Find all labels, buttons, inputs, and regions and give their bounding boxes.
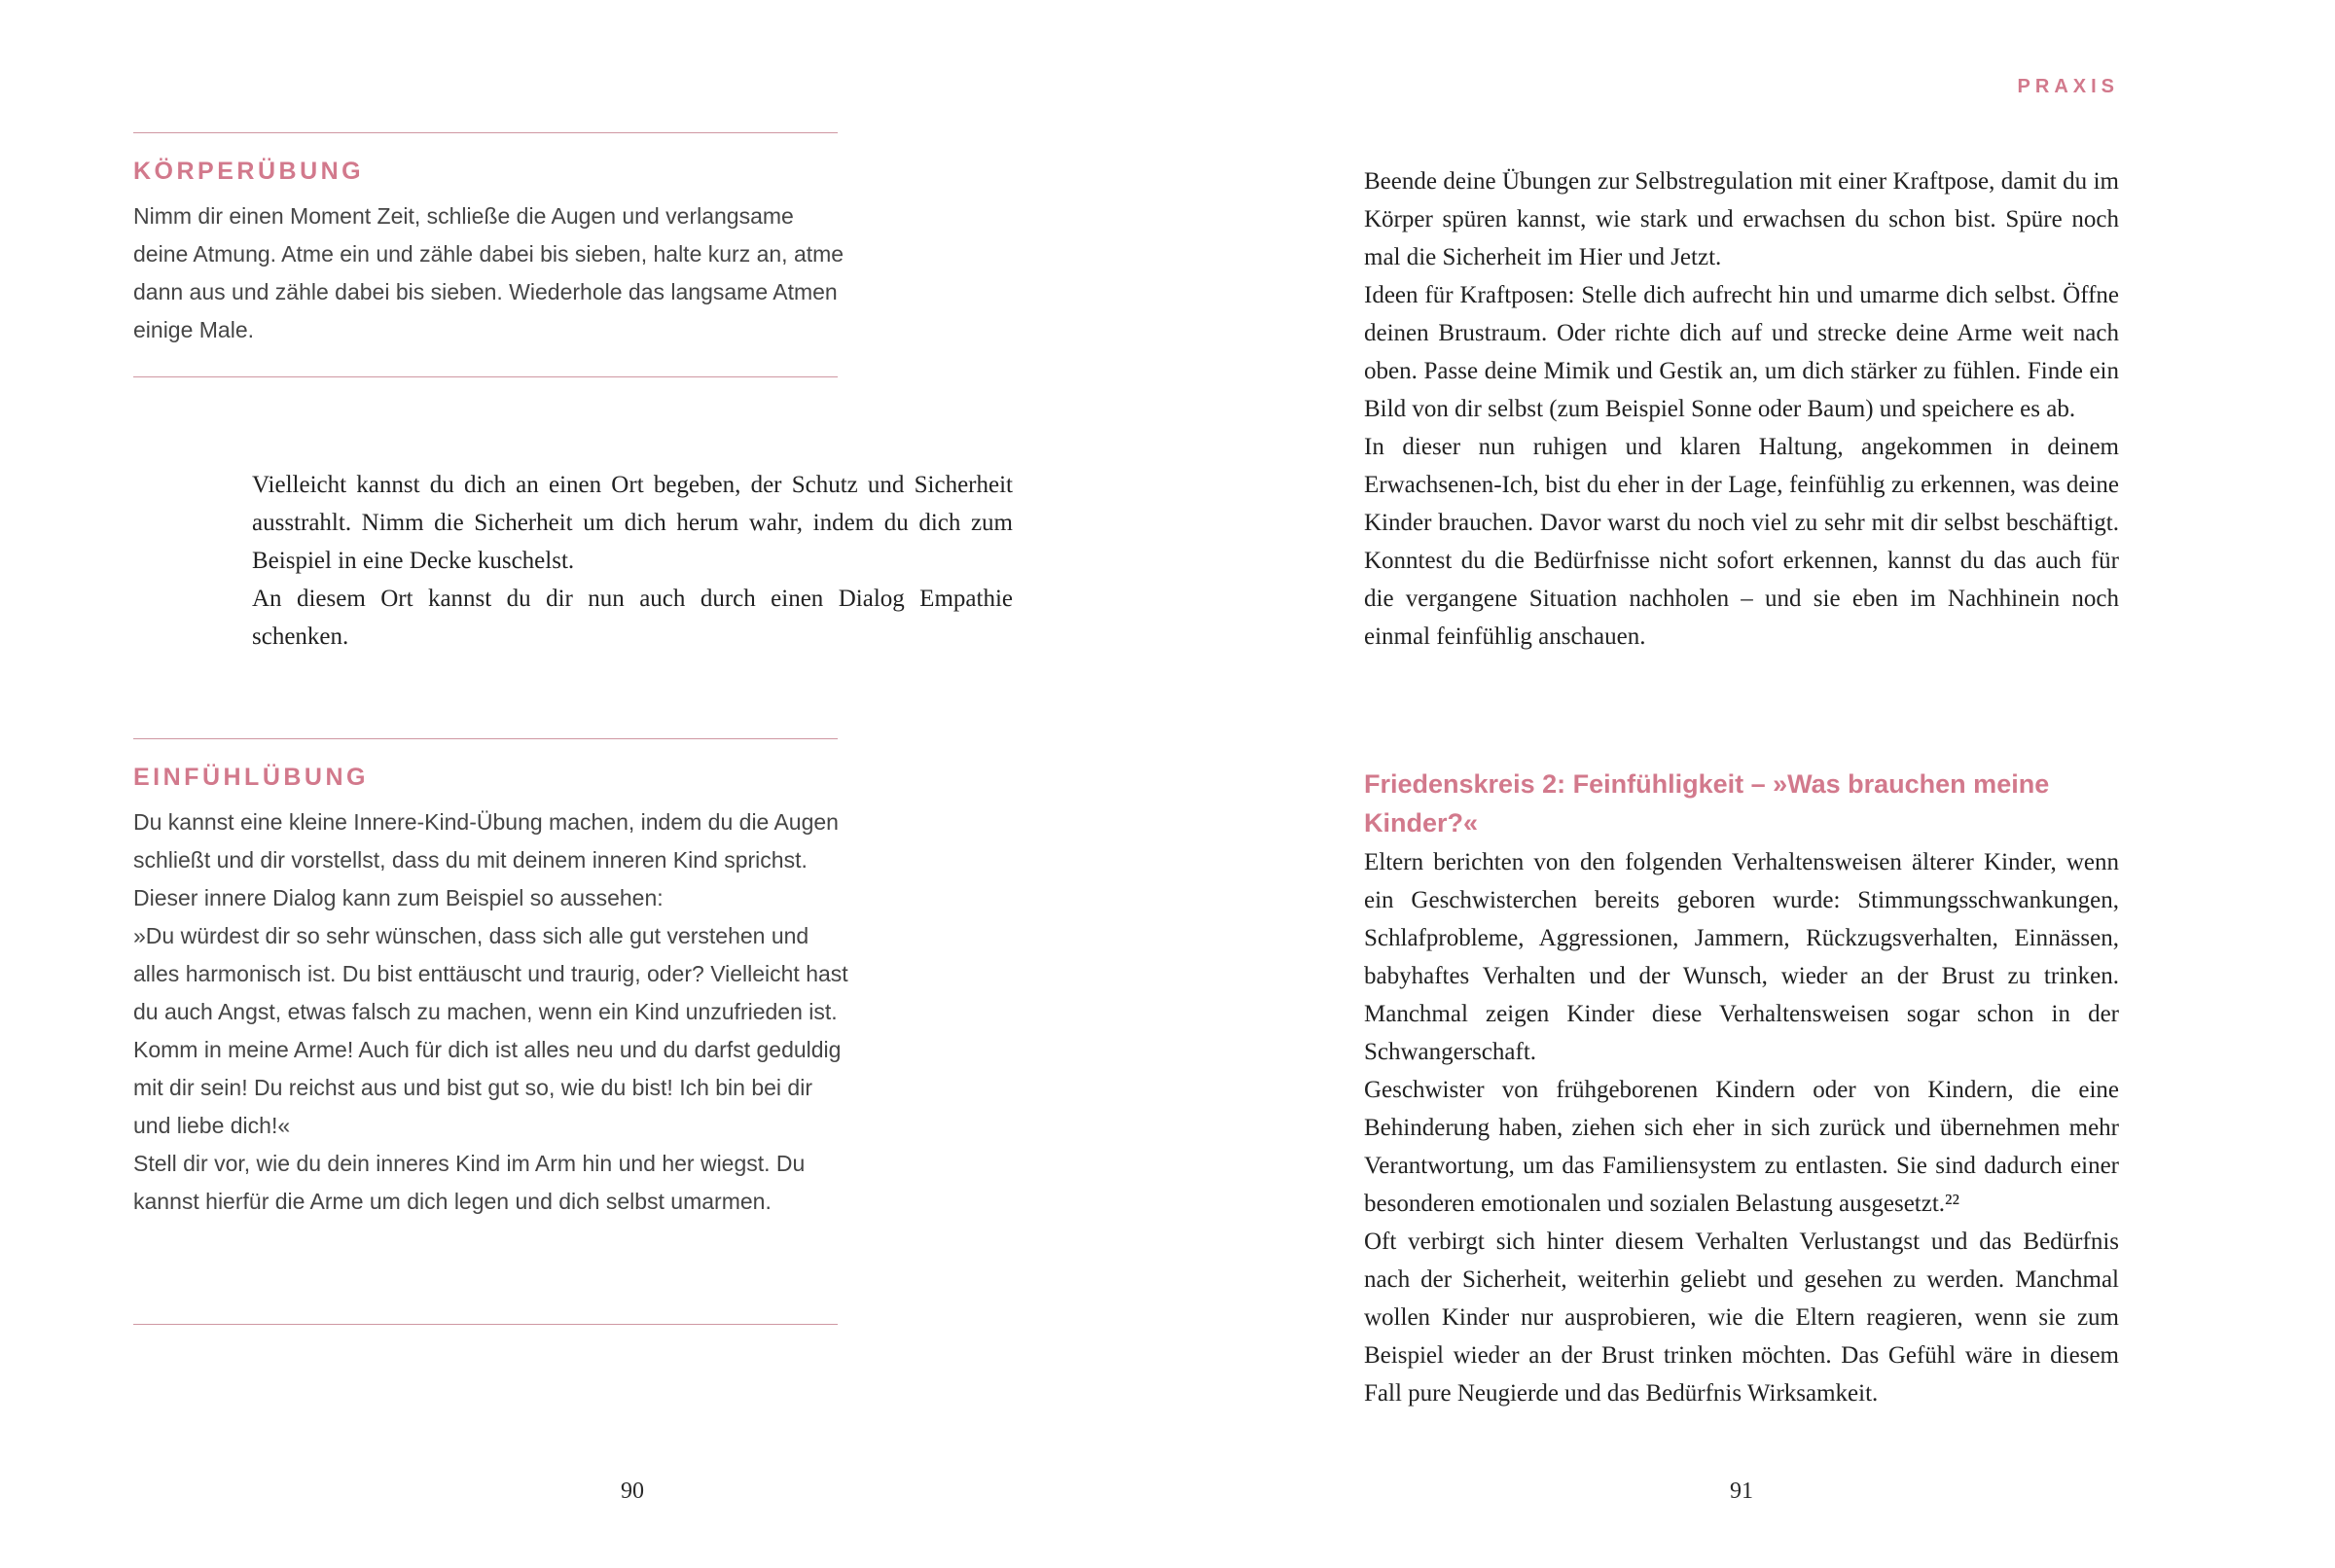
koerperuebung-title: KÖRPERÜBUNG bbox=[133, 158, 365, 185]
right-page bbox=[1168, 0, 2335, 1568]
section-rule-top bbox=[133, 132, 838, 133]
einfuehluebung-body bbox=[133, 803, 853, 1221]
koerperuebung-body bbox=[133, 197, 853, 349]
friedenskreis-body bbox=[1364, 843, 2119, 1412]
body-paragraph: Geschwister von frühgeborenen Kindern oder von Kindern, die eine Behinderung haben, ziehen sich eher in sich zurück und übernehmen mehr Verantwortung, um das Familiensystem zu entlasten. Sie sind dadurch einer besonderen emotionalen und sozialen Belastung ausgesetzt.²² bbox=[1364, 1077, 2119, 1217]
body-paragraph: In dieser nun ruhigen und klaren Haltung, angekommen in deinem Erwachsenen-Ich, bist du eher in der Lage, feinfühlig zu erkennen, was deine Kinder brauchen. Davor warst du noch viel zu sehr mit dir selbst beschäftigt. Konntest du die Bedürfnisse nicht sofort erkennen, kannst du das auch für die vergangene Situation nachholen – und sie eben im Nachhinein noch einmal feinfühlig anschauen. bbox=[1364, 434, 2119, 650]
section-rule-mid-2 bbox=[133, 738, 838, 739]
intro-body bbox=[1364, 162, 2119, 656]
running-head-praxis: PRAXIS bbox=[2017, 76, 2119, 97]
body-paragraph: »Du würdest dir so sehr wünschen, dass sich alle gut verstehen und alles harmonisch ist. Du bist enttäuscht und traurig, oder? Vielleicht hast du auch Angst, etwas falsch zu machen, wenn ein Kind unzufrieden ist. Komm in meine Arme! Auch für dich ist alles neu und du darfst geduldig mit dir sein! Du reichst aus und bist gut so, wie du bist! Ich bin bei dir und liebe dich!« bbox=[133, 923, 848, 1138]
body-paragraph: Du kannst eine kleine Innere-Kind-Übung machen, indem du die Augen schließt und dir vorstellst, dass du mit deinem inneren Kind sprichst. Dieser innere Dialog kann zum Beispiel so aussehen: bbox=[133, 809, 839, 910]
body-paragraph: Ideen für Kraftposen: Stelle dich aufrecht hin und umarme dich selbst. Öffne deinen Brustraum. Oder richte dich auf und strecke deine Arme weit nach oben. Passe deine Mimik und Gestik an, um dich stärker zu fühlen. Finde ein Bild von dir selbst (zum Beispiel Sonne oder Baum) und speichere es ab. bbox=[1364, 282, 2119, 422]
body-paragraph: Nimm dir einen Moment Zeit, schließe die Augen und verlangsame deine Atmung. Atme ein und zähle dabei bis sieben, halte kurz an, atme dann aus und zähle dabei bis sieben. Wiederhole das langsame Atmen einige Male. bbox=[133, 203, 844, 342]
body-paragraph: An diesem Ort kannst du dir nun auch durch einen Dialog Empathie schenken. bbox=[252, 586, 1013, 650]
body-paragraph: Eltern berichten von den folgenden Verhaltensweisen älterer Kinder, wenn ein Geschwisterchen bereits geboren wurde: Stimmungsschwankungen, Schlafprobleme, Aggressionen, Jammern, Rückzugsverhalten, Einnässen, babyhaftes Verhalten und der Wunsch, wieder an der Brust zu trinken. Manchmal zeigen Kinder diese Verhaltensweisen sogar schon in der Schwangerschaft. bbox=[1364, 849, 2119, 1065]
section-rule-bottom bbox=[133, 1324, 838, 1325]
body-paragraph: Beende deine Übungen zur Selbstregulation mit einer Kraftpose, damit du im Körper spüren kannst, wie stark und erwachsen du schon bist. Spüre noch mal die Sicherheit im Hier und Jetzt. bbox=[1364, 168, 2119, 270]
page-number-right: 91 bbox=[1730, 1479, 1753, 1504]
friedenskreis-title: Friedenskreis 2: Feinfühligkeit – »Was brauchen meine Kinder?« bbox=[1364, 769, 2050, 837]
body-paragraph: Stell dir vor, wie du dein inneres Kind im Arm hin und her wiegst. Du kannst hierfür die Arme um dich legen und dich selbst umarmen. bbox=[133, 1151, 806, 1214]
section-rule-mid-1 bbox=[133, 376, 838, 377]
body-paragraph: Vielleicht kannst du dich an einen Ort begeben, der Schutz und Sicherheit ausstrahlt. Nimm die Sicherheit um dich herum wahr, indem du dich zum Beispiel in eine Decke kuschelst. bbox=[252, 472, 1013, 574]
serif-insert-block bbox=[252, 466, 1013, 656]
page-number-left: 90 bbox=[621, 1479, 644, 1504]
body-paragraph: Oft verbirgt sich hinter diesem Verhalten Verlustangst und das Bedürfnis nach der Sicherheit, weiterhin geliebt und gesehen zu werden. Manchmal wollen Kinder nur ausprobieren, wie die Eltern reagieren, wenn sie zum Beispiel wieder an der Brust trinken möchten. Das Gefühl wäre in diesem Fall pure Neugierde und das Bedürfnis Wirksamkeit. bbox=[1364, 1229, 2119, 1407]
einfuehluebung-title: EINFÜHLÜBUNG bbox=[133, 764, 369, 791]
